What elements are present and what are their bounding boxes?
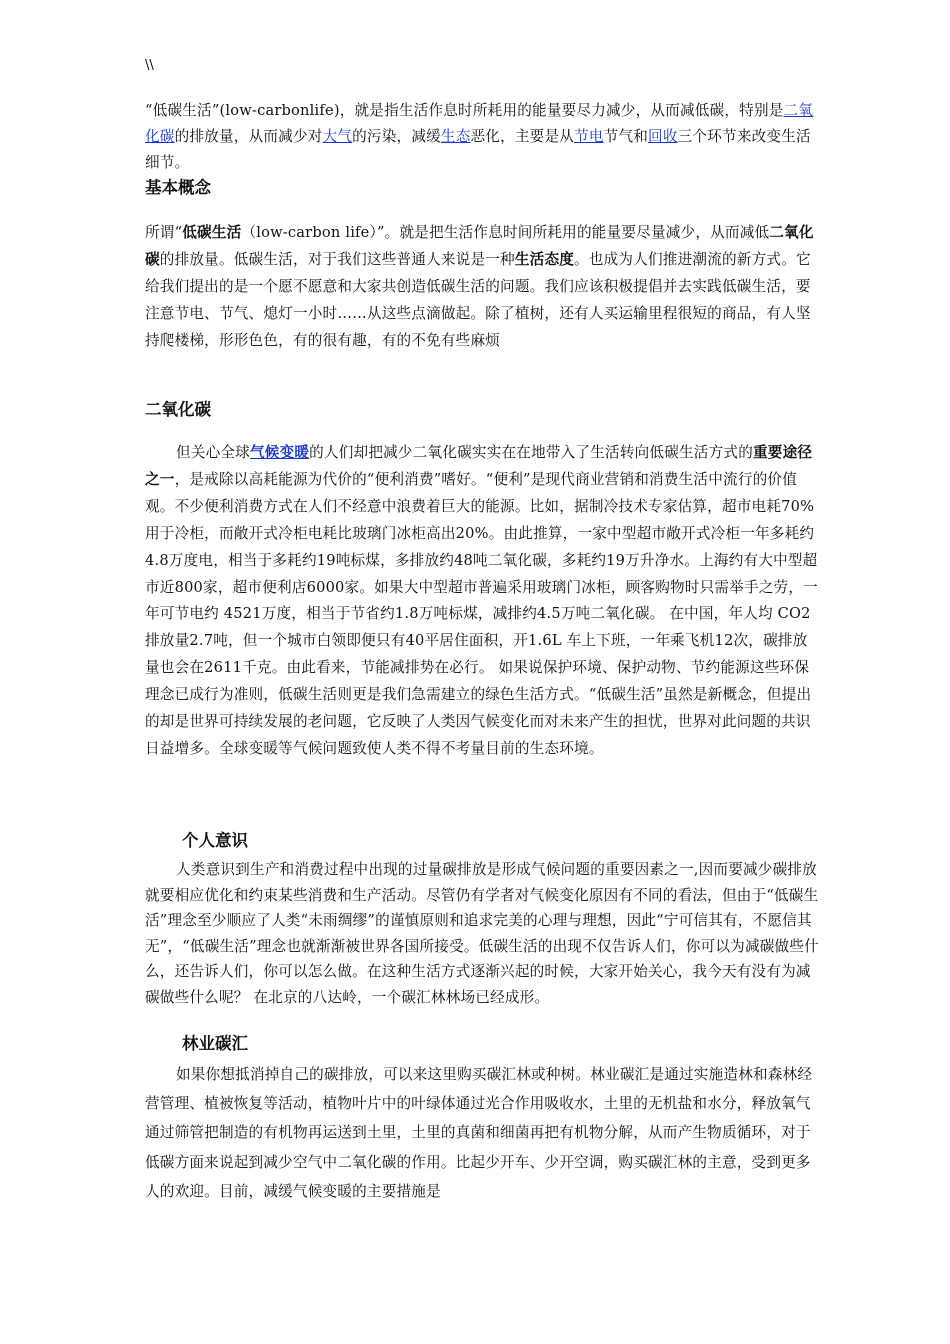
concept-text-1: 所谓“: [145, 224, 183, 241]
intro-text-6: 三个环节来改变生活细节。: [145, 128, 811, 171]
concept-bold-attitude: 生活态度: [514, 250, 575, 268]
link-atmosphere[interactable]: 大气: [322, 128, 353, 145]
carbon-dioxide-paragraph: [145, 440, 819, 763]
concept-bold-low-carbon: 低碳生活: [182, 224, 242, 241]
co2-text-1: 但关心全球: [176, 444, 250, 461]
forestry-carbon-sink-paragraph: 如果你想抵消掉自己的碳排放，可以来这里购买碳汇林或种树。林业碳汇是通过实施造林和森林经营管理、植被恢复等活动，植物叶片中的叶绿体通过光合作用吸收水，土里的无机盐和水分，释放氧气通过筛管把制造的有机物再运送到土里，土里的真菌和细菌再把有机物分解，从而产生物质循环，对于低碳方面来说起到减少空气中二氧化碳的作用。比起少开车、少开空调，购买碳汇林的主意，受到更多人的欢迎。目前，减缓气候变暖的主要措施是: [145, 1066, 813, 1200]
link-global-warming[interactable]: 气候变暖: [249, 444, 310, 461]
link-carbon-dioxide[interactable]: 二氧化碳: [145, 102, 814, 145]
intro-paragraph: [145, 98, 819, 176]
co2-bold-important-way: 重要途径之一: [145, 444, 813, 488]
concept-text-2: （low-carbon life）”。就是把生活作息时间所耗用的能量要尽量减少，从而减低: [241, 224, 770, 241]
concept-bold-co2: 二氧化碳: [145, 224, 814, 268]
basic-concept-paragraph: [145, 220, 819, 355]
co2-text-2: 的人们却把减少二氧化碳实实在在地带入了生活转向低碳生活方式的: [309, 444, 753, 461]
personal-awareness-paragraph: 人类意识到生产和消费过程中出现的过量碳排放是形成气候问题的重要因素之一,因而要减少碳排放就要相应优化和约束某些消费和生产活动。尽管仍有学者对气候变化原因有不同的看法，但由于“低碳生活”理念至少顺应了人类“未雨绸缪”的谨慎原则和追求完美的心理与理想，因此“宁可信其有，不愿信其无”，“低碳生活”理念也就渐渐被世界各国所接受。低碳生活的出现不仅告诉人们，你可以为减碳做些什么，还告诉人们，你可以怎么做。在这种生活方式逐渐兴起的时候，大家开始关心，我今天有没有为减碳做些什么呢？ 在北京的八达岭，一个碳汇林林场已经成形。: [145, 861, 819, 1006]
link-recycling[interactable]: 回收: [648, 128, 678, 145]
intro-text-3: 的污染，减缓: [352, 128, 441, 145]
intro-text-5: 节气和: [603, 128, 649, 145]
intro-text-2: 的排放量，从而减少对: [174, 128, 323, 145]
heading-forestry-carbon-sink: 林业碳汇: [182, 1034, 248, 1053]
co2-text-3: ，是戒除以高耗能源为代价的“便利消费”嗜好。“便利”是现代商业营销和消费生活中流行的价值观。不少便利消费方式在人们不经意中浪费着巨大的能源。比如，据制冷技术专家估算，超市电耗70%用于冷柜，而敞开式冷柜电耗比玻璃门冰柜高出20%。由此推算，一家中型超市敞开式冷柜一年多耗约4.8万度电，相当于多耗约19吨标煤，多排放约48吨二氧化碳，多耗约19万升净水。上海约有大中型超市近800家，超市便利店6000家。如果大中型超市普遍采用玻璃门冰柜，顾客购物时只需举手之劳，一年可节电约 4521万度，相当于节省约1.8万吨标煤，减排约4.5万吨二氧化碳。 在中国，年人均 CO2排放量2.7吨，但一个城市白领即便只有40平居住面积，开1.6L 车上下班，一年乘飞机12次，碳排放量也会在2611千克。由此看来，节能减排势在必行。 如果说保护环境、保护动物、节约能源这些环保理念已成行为准则，低碳生活则更是我们急需建立的绿色生活方式。“低碳生活”虽然是新概念，但提出的却是世界可持续发展的老问题，它反映了人类因气候变化而对未来产生的担忧，世界对此问题的共识日益增多。全球变暖等气候问题致使人类不得不考量目前的生态环境。: [145, 470, 818, 757]
link-ecology[interactable]: 生态: [440, 128, 471, 145]
intro-text-4: 恶化，主要是从: [470, 128, 575, 145]
concept-text-4: 。也成为人们推进潮流的新方式。它给我们提出的是一个愿不愿意和大家共创造低碳生活的问题。我们应该积极提倡并去实践低碳生活，要注意节电、节气、熄灯一小时……从这些点滴做起。除了植树，还有人买运输里程很短的商品，有人坚持爬楼梯，形形色色，有的很有趣，有的不免有些麻烦: [145, 250, 811, 349]
heading-personal-awareness: 个人意识: [182, 831, 248, 850]
heading-carbon-dioxide: 二氧化碳: [145, 400, 211, 419]
intro-text-1: “低碳生活”(low-carbonlife)，就是指生活作息时所耗用的能量要尽力减少，从而减低碳，特别是: [145, 102, 784, 119]
heading-basic-concept: 基本概念: [145, 178, 211, 197]
page-marker: \\: [145, 58, 154, 73]
concept-text-3: 的排放量。低碳生活，对于我们这些普通人来说是一种: [159, 250, 515, 268]
link-power-saving[interactable]: 节电: [574, 128, 604, 145]
